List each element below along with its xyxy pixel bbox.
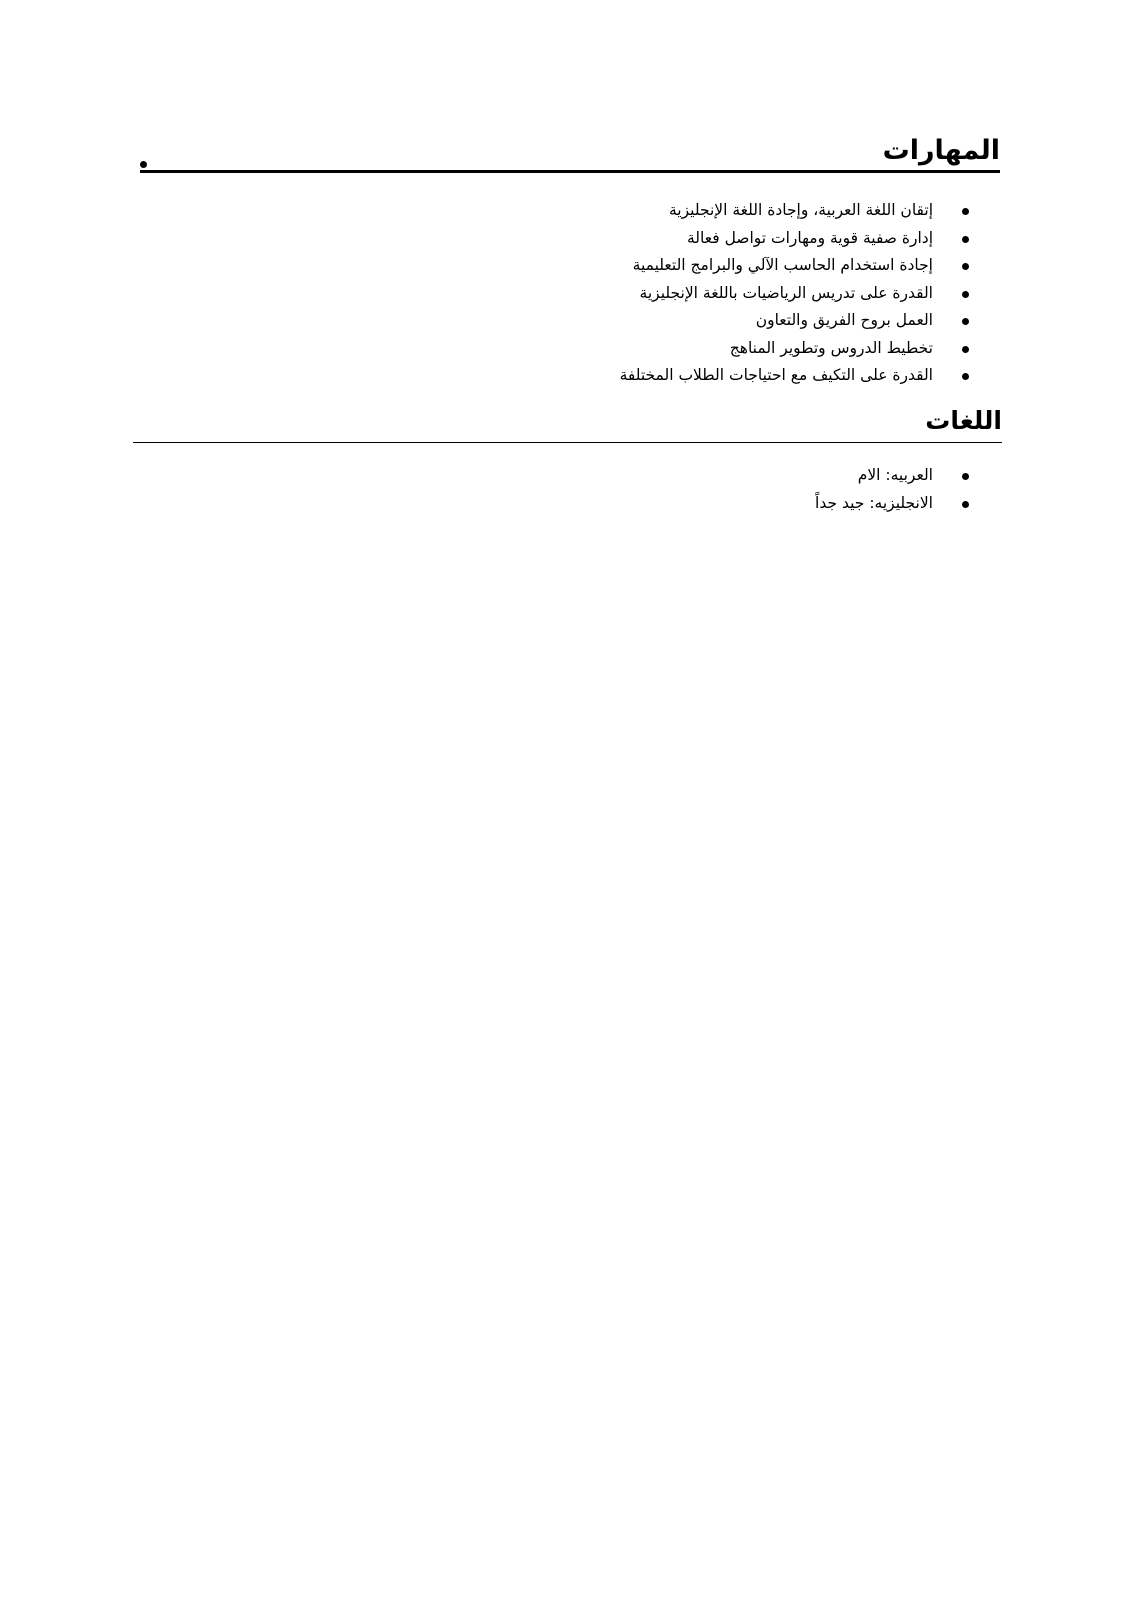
bullet-icon: [962, 208, 969, 215]
skill-text: إتقان اللغة العربية، وإجادة اللغة الإنجليزية: [668, 201, 933, 219]
bullet-icon: [962, 373, 969, 380]
skill-text: إدارة صفية قوية ومهارات تواصل فعالة: [687, 228, 933, 247]
skill-item: [249, 335, 969, 363]
languages-list: [249, 462, 969, 517]
skill-text: تخطيط الدروس وتطوير المناهج: [729, 338, 933, 357]
skills-title: المهارات: [882, 135, 1000, 166]
bullet-icon: [962, 473, 969, 480]
bullet-icon: [962, 501, 969, 508]
bullet-icon: [962, 291, 969, 298]
skills-section-heading: [140, 132, 1000, 173]
bullet-icon: [962, 236, 969, 243]
skill-item: [249, 197, 969, 225]
language-item: [249, 490, 969, 518]
bullet-icon: [962, 263, 969, 270]
bullet-icon: [962, 346, 969, 353]
heading-dot-icon: [140, 161, 147, 168]
skill-item: [249, 225, 969, 253]
languages-title: اللغات: [925, 406, 1002, 435]
skill-text: القدرة على تدريس الرياضيات باللغة الإنجليزية: [639, 283, 933, 302]
bullet-icon: [962, 318, 969, 325]
skill-item: [249, 252, 969, 280]
skill-item: [249, 307, 969, 335]
language-item: [249, 462, 969, 490]
skill-text: القدرة على التكيف مع احتياجات الطلاب المختلفة: [619, 366, 933, 384]
skill-text: إجادة استخدام الحاسب الآلي والبرامج التعليمية: [632, 256, 933, 274]
skill-text: العمل بروح الفريق والتعاون: [755, 311, 933, 329]
languages-section-heading: [133, 404, 1002, 443]
skill-item: [249, 280, 969, 308]
skills-list: [249, 197, 969, 390]
language-text: العربيه: الام: [857, 466, 933, 484]
language-text: الانجليزيه: جيد جداً: [815, 493, 933, 512]
skill-item: [249, 362, 969, 390]
